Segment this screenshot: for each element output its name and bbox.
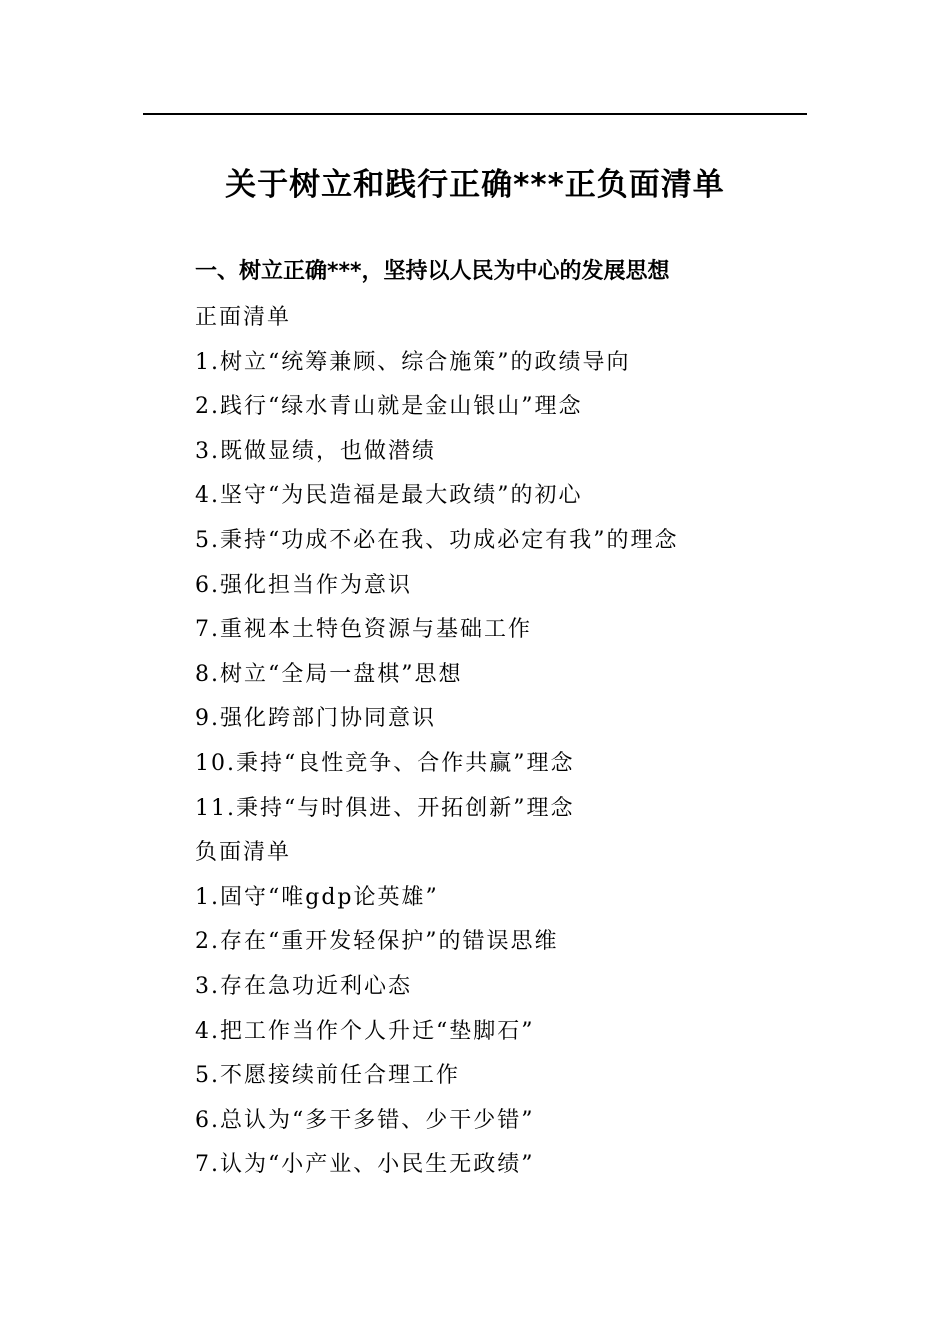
positive-item: 10.秉持“良性竞争、合作共赢”理念 — [195, 750, 575, 776]
positive-item: 8.树立“全局一盘棋”思想 — [195, 661, 463, 687]
negative-item: 5.不愿接续前任合理工作 — [195, 1063, 460, 1089]
positive-item: 6.强化担当作为意识 — [195, 572, 412, 598]
positive-list-label: 正面清单 — [195, 305, 292, 330]
positive-item: 4.坚守“为民造福是最大政绩”的初心 — [195, 483, 583, 509]
document-title: 关于树立和践行正确***正负面清单 — [225, 167, 725, 203]
positive-item: 3.既做显绩，也做潜绩 — [195, 438, 436, 464]
negative-item: 4.把工作当作个人升迁“垫脚石” — [195, 1018, 535, 1044]
negative-item: 6.总认为“多干多错、少干少错” — [195, 1107, 535, 1133]
positive-item: 7.重视本土特色资源与基础工作 — [195, 617, 532, 643]
document-body — [195, 296, 835, 1188]
positive-item: 2.践行“绿水青山就是金山银山”理念 — [195, 394, 583, 420]
negative-item: 1.固守“唯gdp论英雄” — [195, 884, 439, 910]
header-rule — [143, 113, 807, 115]
positive-item: 11.秉持“与时俱进、开拓创新”理念 — [195, 795, 575, 821]
positive-item: 1.树立“统筹兼顾、综合施策”的政绩导向 — [195, 349, 631, 375]
negative-item: 2.存在“重开发轻保护”的错误思维 — [195, 929, 559, 955]
negative-item: 3.存在急功近利心态 — [195, 973, 412, 999]
section-heading: 一、树立正确***，坚持以人民为中心的发展思想 — [195, 259, 670, 284]
positive-item: 9.强化跨部门协同意识 — [195, 706, 436, 732]
negative-list-label: 负面清单 — [195, 840, 292, 866]
positive-item: 5.秉持“功成不必在我、功成必定有我”的理念 — [195, 527, 679, 553]
negative-item: 7.认为“小产业、小民生无政绩” — [195, 1152, 535, 1178]
